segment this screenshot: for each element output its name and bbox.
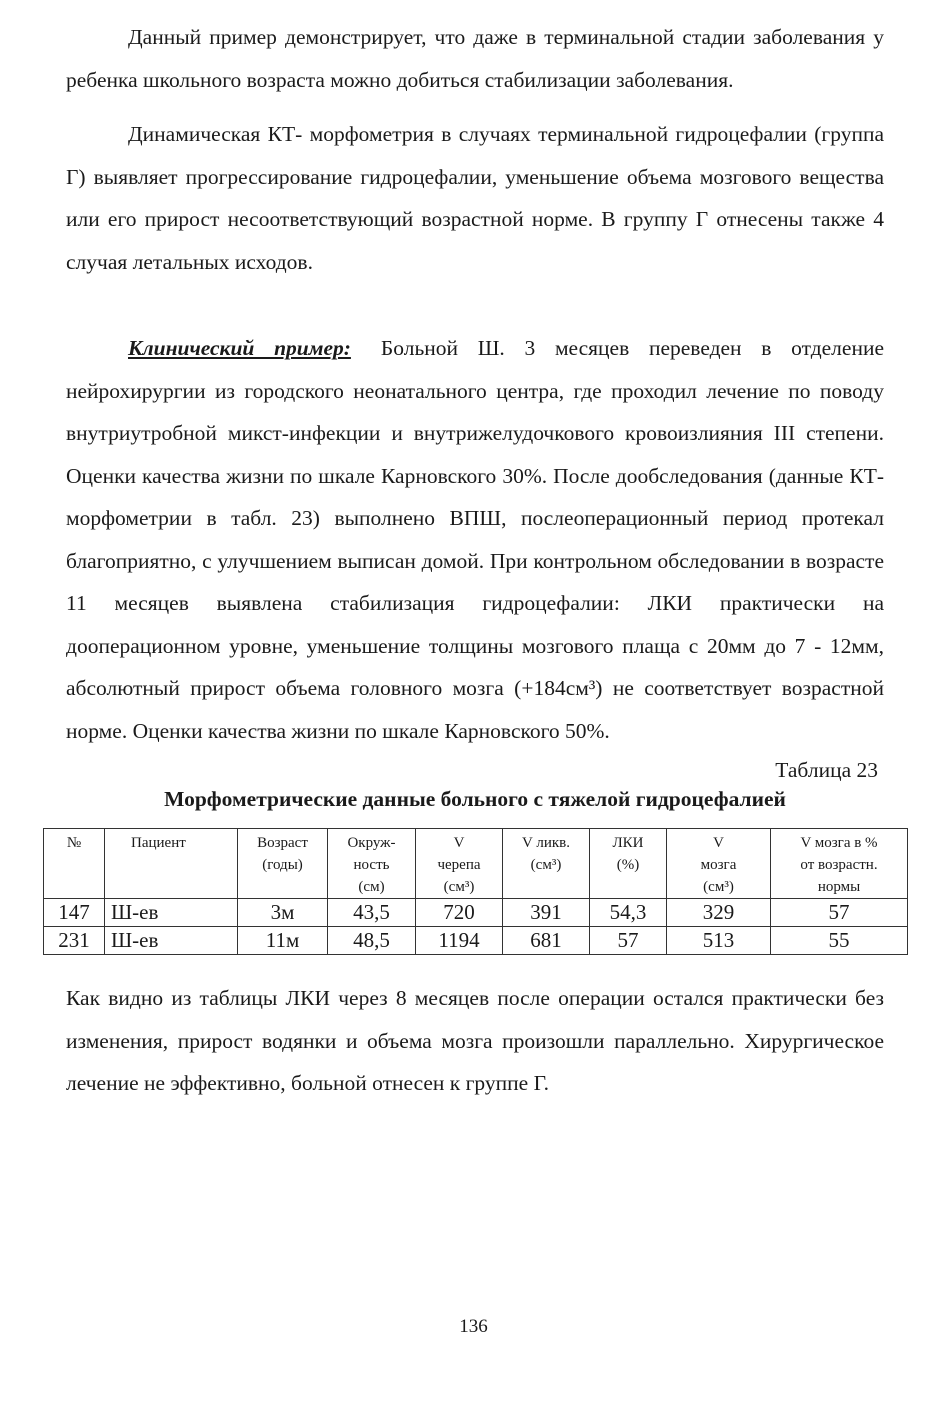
cell-age: 11м bbox=[238, 927, 328, 955]
cell-liquor-volume: 681 bbox=[503, 927, 590, 955]
paragraph-table-summary: Как видно из таблицы ЛКИ через 8 месяцев после операции остался практически без изменения, прирост водянки и объема мозга произошли параллельно. Хирургическое лечение не эффективно, больной отнесен к группе Г. bbox=[66, 986, 884, 1095]
cell-liquor-volume: 391 bbox=[503, 899, 590, 927]
header-lki: ЛКИ (%) bbox=[590, 829, 667, 899]
header-circumference: Окруж- ность (см) bbox=[328, 829, 416, 899]
paragraph-clinical-case bbox=[66, 327, 884, 752]
cell-brain-percent: 55 bbox=[771, 927, 908, 955]
cell-patient: Ш-ев bbox=[105, 899, 238, 927]
header-brain-percent: V мозга в % от возрастн. нормы bbox=[771, 829, 908, 899]
header-skull-volume: V черепа (см³) bbox=[416, 829, 503, 899]
clinical-case-text: Больной Ш. 3 месяцев переведен в отделение нейрохирургии из городского неонатального центра, где проходил лечение по поводу внутриутробной микст-инфекции и внутрижелудочкового кровоизлияния III степени. Оценки качества жизни по шкале Карновского 30%. После дообследования (данные КТ-морфометрии в табл. 23) выполнено ВПШ, послеоперационный период протекал благоприятно, с улучшением выписан домой. При контрольном обследовании в возрасте 11 месяцев выявлена стабилизация гидроцефалии: ЛКИ практически на дооперационном уровне, уменьшение толщины мозгового плаща с 20мм до 7 - 12мм, абсолютный прирост объема головного мозга (+184см³) не соответствует возрастной норме. Оценки качества жизни по шкале Карновского 50%. bbox=[66, 336, 885, 743]
cell-lki: 54,3 bbox=[590, 899, 667, 927]
cell-num: 147 bbox=[44, 899, 105, 927]
header-brain-volume: V мозга (см³) bbox=[667, 829, 771, 899]
paragraph-conclusion: Данный пример демонстрирует, что даже в терминальной стадии заболевания у ребенка школьного возраста можно добиться стабилизации заболевания. bbox=[66, 25, 884, 92]
table-row bbox=[44, 899, 908, 927]
document-page bbox=[58, 16, 885, 1105]
header-liquor-volume: V ликв. (см³) bbox=[503, 829, 590, 899]
table-number: Таблица 23 bbox=[775, 758, 878, 782]
cell-skull-volume: 1194 bbox=[416, 927, 503, 955]
cell-age: 3м bbox=[238, 899, 328, 927]
clinical-case-label: Клинический пример: bbox=[128, 336, 351, 360]
cell-patient: Ш-ев bbox=[105, 927, 238, 955]
cell-brain-volume: 513 bbox=[667, 927, 771, 955]
morphometry-table bbox=[43, 828, 908, 955]
cell-skull-volume: 720 bbox=[416, 899, 503, 927]
cell-circumference: 48,5 bbox=[328, 927, 416, 955]
header-num: № bbox=[44, 829, 105, 899]
cell-circumference: 43,5 bbox=[328, 899, 416, 927]
table-header-row bbox=[44, 829, 908, 899]
table-title: Морфометрические данные больного с тяжелой гидроцефалией bbox=[164, 787, 786, 811]
cell-num: 231 bbox=[44, 927, 105, 955]
page-number: 136 bbox=[459, 1316, 488, 1337]
header-age: Возраст (годы) bbox=[238, 829, 328, 899]
paragraph-group-g: Динамическая КТ- морфометрия в случаях терминальной гидроцефалии (группа Г) выявляет прогрессирование гидроцефалии, уменьшение объема мозгового вещества или его прирост несоответствующий возрастной норме. В группу Г отнесены также 4 случая летальных исходов. bbox=[66, 122, 884, 274]
cell-brain-percent: 57 bbox=[771, 899, 908, 927]
header-patient: Пациент bbox=[105, 829, 238, 899]
cell-brain-volume: 329 bbox=[667, 899, 771, 927]
cell-lki: 57 bbox=[590, 927, 667, 955]
table-row bbox=[44, 927, 908, 955]
